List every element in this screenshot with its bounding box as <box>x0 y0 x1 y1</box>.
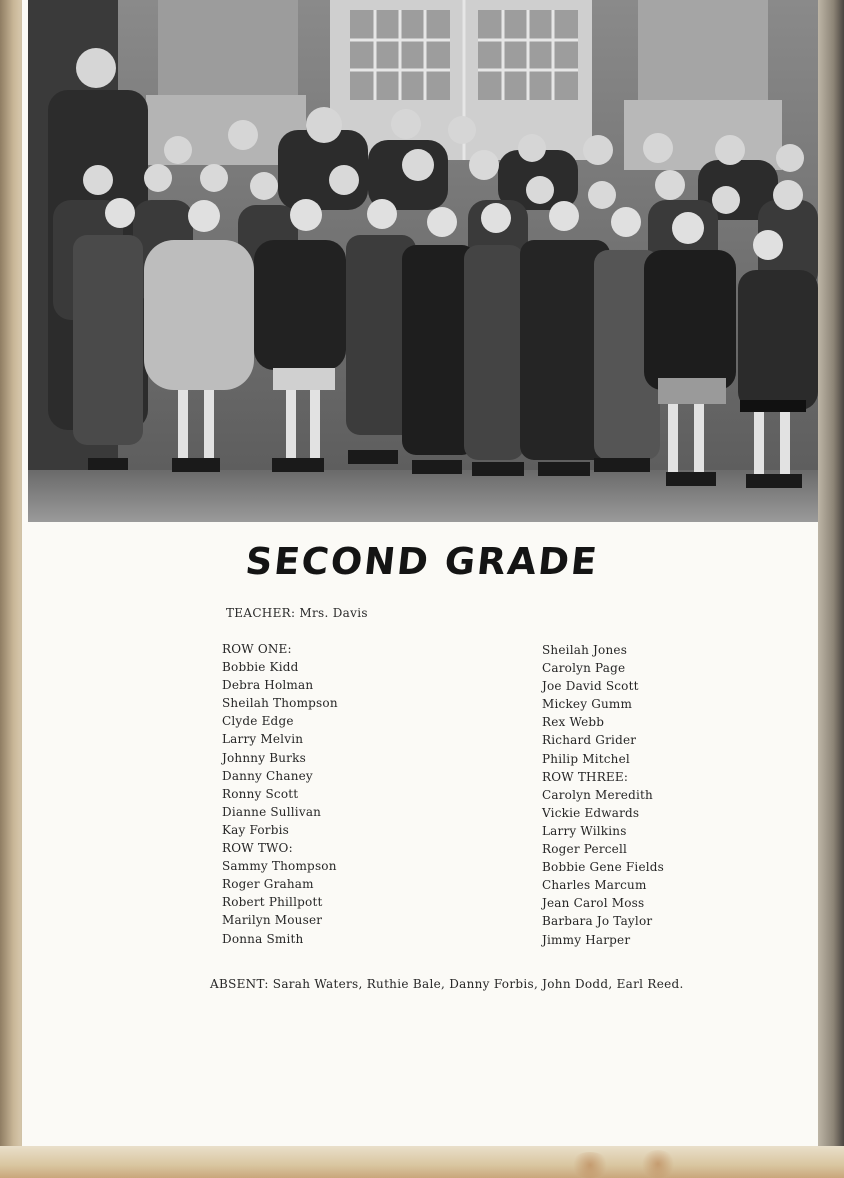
list-item: Carolyn Page <box>542 661 626 676</box>
list-item: Rex Webb <box>542 715 605 730</box>
teacher-line: TEACHER: Mrs. Davis <box>226 606 368 620</box>
list-item: Dianne Sullivan <box>222 804 322 819</box>
list-item: Jean Carol Moss <box>542 896 645 911</box>
list-item: Larry Melvin <box>222 732 304 747</box>
list-item: Jimmy Harper <box>542 932 631 947</box>
list-item: Richard Grider <box>542 733 637 748</box>
page-bottom-edge <box>0 1146 844 1178</box>
list-item: Carolyn Meredith <box>542 787 653 802</box>
class-photo-image <box>28 0 824 522</box>
list-item: Marilyn Mouser <box>222 913 323 928</box>
class-photo <box>28 0 824 522</box>
page-title: SECOND GRADE <box>243 540 601 583</box>
list-item: Bobbie Kidd <box>222 660 299 675</box>
list-item: Larry Wilkins <box>542 823 627 838</box>
list-item: Clyde Edge <box>222 714 294 729</box>
list-item: Joe David Scott <box>542 679 639 694</box>
absent-line: ABSENT: Sarah Waters, Ruthie Bale, Danny Forbis, John Dodd, Earl Reed. <box>210 977 684 991</box>
list-item: Mickey Gumm <box>542 697 633 712</box>
list-item: Bobbie Gene Fields <box>542 860 665 875</box>
list-item: ROW TWO: <box>222 841 293 856</box>
list-item: Johnny Burks <box>222 750 306 765</box>
names-left-column <box>222 640 338 948</box>
stain-mark <box>640 1150 676 1178</box>
list-item: Debra Holman <box>222 678 314 693</box>
stain-mark <box>570 1152 610 1178</box>
list-item: Danny Chaney <box>222 768 313 783</box>
list-item: Donna Smith <box>222 931 304 946</box>
list-item: Barbara Jo Taylor <box>542 914 653 929</box>
list-item: Vickie Edwards <box>542 805 640 820</box>
list-item: Robert Phillpott <box>222 895 323 910</box>
list-item: Roger Graham <box>222 877 314 892</box>
list-item: ROW ONE: <box>222 642 292 656</box>
list-item: Philip Mitchel <box>542 751 630 766</box>
list-item: Roger Percell <box>542 842 628 857</box>
list-item: Sheilah Thompson <box>222 696 338 711</box>
list-item: ROW THREE: <box>542 769 629 784</box>
list-item: Ronny Scott <box>222 786 299 801</box>
list-item: Kay Forbis <box>222 822 290 837</box>
names-right-column <box>542 641 664 949</box>
list-item: Sammy Thompson <box>222 859 337 874</box>
list-item: Charles Marcum <box>542 878 647 893</box>
page-right-edge <box>818 0 844 1178</box>
list-item: Sheilah Jones <box>542 643 628 657</box>
